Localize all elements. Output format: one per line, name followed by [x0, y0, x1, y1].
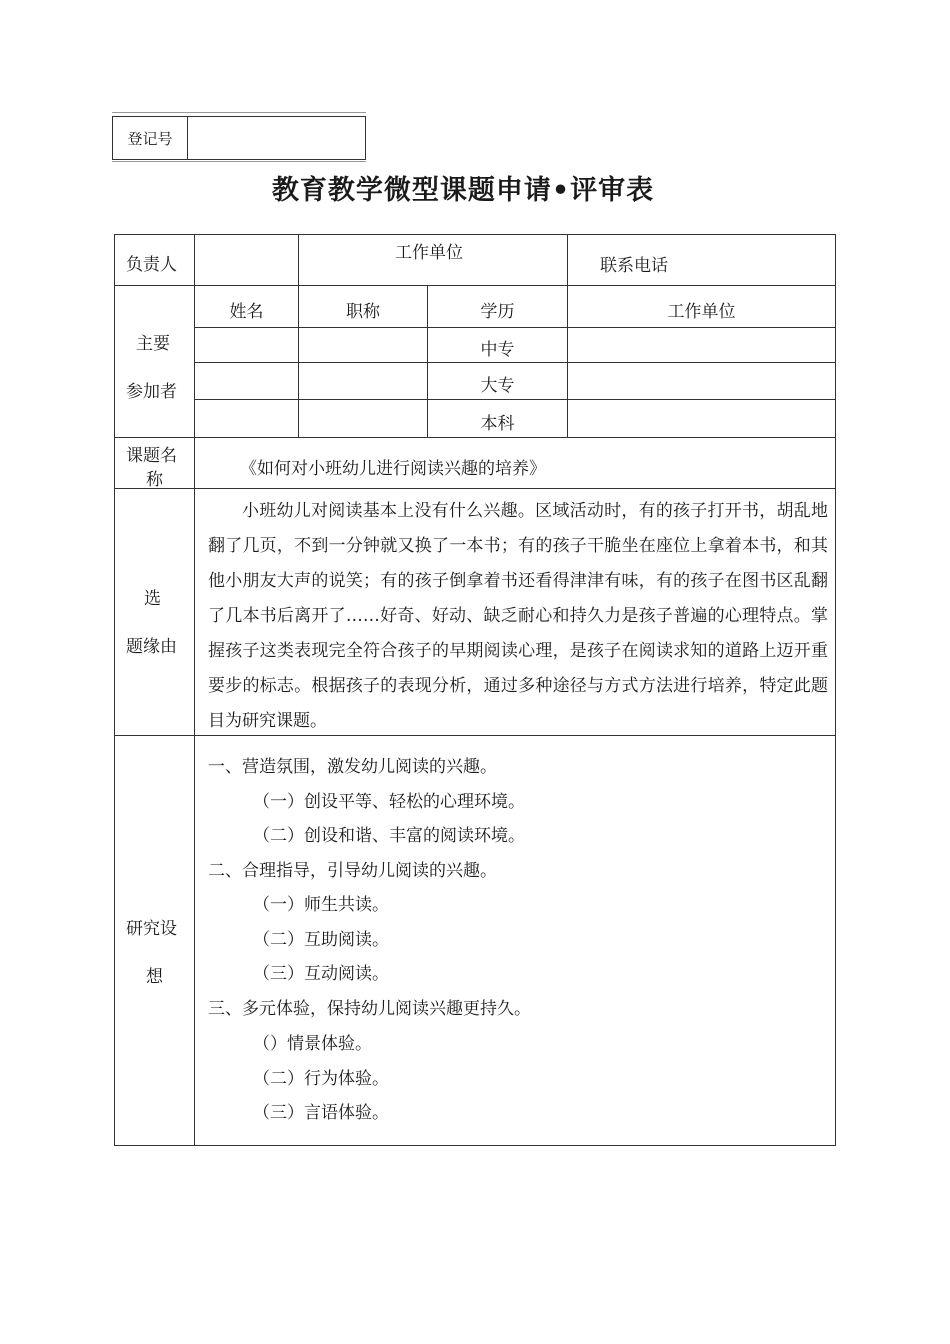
- table-right-border: [835, 234, 836, 1146]
- registration-box: [112, 116, 366, 160]
- research-item: 二、合理指导，引导幼儿阅读的兴趣。: [208, 861, 497, 881]
- leader-value[interactable]: [195, 235, 298, 285]
- column-divider: [567, 234, 568, 286]
- research-item: 一、营造氛围，激发幼儿阅读的兴趣。: [208, 757, 497, 777]
- row-separator: [194, 362, 836, 363]
- research-item: （一）创设平等、轻松的心理环境。: [253, 792, 525, 812]
- research-item: （一）师生共读。: [253, 895, 389, 915]
- header-title: 职称: [346, 302, 380, 322]
- row-separator: [194, 399, 836, 400]
- research-item: 三、多元体验，保持幼儿阅读兴趣更持久。: [208, 999, 531, 1019]
- header-education: 学历: [480, 302, 515, 322]
- topic-label-line1: 课题名: [126, 446, 177, 466]
- research-item: （）情景体验。: [253, 1034, 372, 1054]
- row-separator: [114, 488, 836, 489]
- registration-top-line: [112, 112, 366, 113]
- participant-education: 大专: [480, 376, 515, 396]
- registration-label: 登记号: [113, 117, 188, 159]
- research-item: （二）互助阅读。: [253, 930, 389, 950]
- rationale-text: 小班幼儿对阅读基本上没有什么兴趣。区域活动时，有的孩子打开书，胡乱地翻了几页，不到一分钟就又换了一本书；有的孩子干脆坐在座位上拿着本书，和其他小朋友大声的说笑；有的孩子倒拿着书还看得津津有味，有的孩子在图书区乱翻了几本书后离开了……好奇、好动、缺乏耐心和持久力是孩子普遍的心理特点。掌握孩子这类表现完全符合孩子的早期阅读心理，是孩子在阅读求知的道路上迈开重要步的标志。根据孩子的表现分析，通过多种途径与方式方法进行培养，特定此题目为研究课题。: [208, 501, 828, 731]
- rationale-label-line1: 选: [144, 589, 161, 609]
- topic-value: 《如何对小班幼儿进行阅读兴趣的培养》: [240, 459, 546, 479]
- header-unit: 工作单位: [667, 302, 736, 322]
- research-label-line1: 研究设: [126, 919, 177, 939]
- rationale-label-line2: 题缘由: [126, 637, 177, 657]
- table-bottom-border: [114, 1145, 836, 1146]
- table-left-border: [114, 234, 115, 1146]
- research-label-line2: 想: [146, 967, 163, 987]
- registration-bottom-line: [112, 161, 366, 162]
- research-item: （二）创设和谐、丰富的阅读环境。: [253, 826, 525, 846]
- column-divider: [298, 234, 299, 286]
- row-separator: [114, 437, 836, 438]
- row-separator: [114, 285, 836, 286]
- leader-label: 负责人: [126, 255, 177, 275]
- page-title: 教育教学微型课题申请•评审表: [271, 175, 655, 206]
- topic-label-line2: 称: [146, 470, 163, 490]
- work-unit-label: 工作单位: [395, 243, 463, 263]
- row-separator: [194, 327, 836, 328]
- phone-label: 联系电话: [600, 256, 668, 276]
- research-item: （三）互动阅读。: [253, 964, 389, 984]
- participants-label-line1: 主要: [136, 334, 170, 354]
- label-column-divider: [194, 234, 195, 1146]
- research-item: （二）行为体验。: [253, 1069, 389, 1089]
- research-item: （三）言语体验。: [253, 1103, 389, 1123]
- header-name: 姓名: [229, 302, 264, 322]
- participant-education: 本科: [480, 414, 515, 434]
- participants-label-line2: 参加者: [126, 382, 177, 402]
- participant-education: 中专: [480, 340, 515, 360]
- registration-value[interactable]: [188, 117, 365, 159]
